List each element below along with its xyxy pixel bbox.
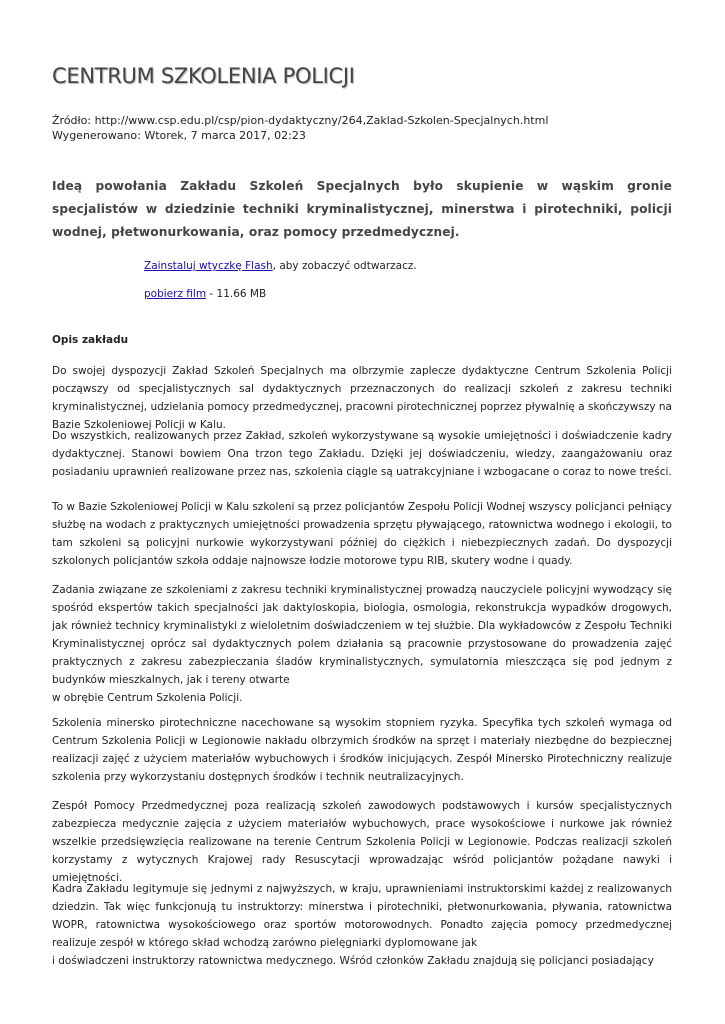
lead-paragraph: Ideą powołania Zakładu Szkoleń Specjalnych było skupienie w wąskim gronie specjalistów w dziedzinie techniki kryminalistycznej, minerstwa i pirotechniki, policji wodnej, płetwonurkowania, oraz pomocy przedmedycznej. (52, 179, 672, 239)
paragraph-facilities: Do swojej dyspozycji Zakład Szkoleń Specjalnych ma olbrzymie zaplecze dydaktyczne Centrum Szkolenia Policji począwszy od specjalistycznych sal dydaktycznych przeznaczonych do realizacji szkoleń z zakresu techniki kryminalistycznej, udzielania pomocy przedmedycznej, pracowni pirotechnicznej poprzez pływalnię a skończywszy na Bazie Szkoleniowej Policji w Kalu. (52, 365, 672, 431)
paragraph-forensics (52, 581, 672, 707)
flash-notice-text: , aby zobaczyć odtwarzacz. (272, 260, 417, 272)
paragraph-instructors (52, 880, 672, 970)
section-heading: Opis zakładu (52, 334, 129, 346)
paragraph-water-police: To w Bazie Szkoleniowej Policji w Kalu szkoleni są przez policjantów Zespołu Policji Wodnej wszyscy policjanci pełniący służbę na wodach z praktycznych umiejętności prowadzenia sprzętu pływającego, ratownictwa wodnego i ekologii, to tam szkoleni są policyjni nurkowie wykorzystywani później do ciężkich i niebezpiecznych zadań. Do dyspozycji szkolonych policjantów szkoła oddaje najnowsze łodzie motorowe typu RIB, skutery wodne i quady. (52, 501, 672, 567)
source-url: Źródło: http://www.csp.edu.pl/csp/pion-dydaktyczny/264,Zaklad-Szkolen-Specjalnych.html (52, 114, 549, 127)
paragraph-forensics-main: Zadania związane ze szkoleniami z zakresu techniki kryminalistycznej prowadzą nauczyciele policyjni wywodzący się spośród ekspertów takich specjalności jak daktyloskopia, biologia, osmologia, rekonstrukcja wypadków drogowych, jak również technicy kryminalistyki z wieloletnim doświadczeniem w tej służbie. Dla wykładowców z Zespołu Techniki Kryminalistycznej oprócz sal dydaktycznych polem działania są pracownie przystosowane do prowadzenia zajęć praktycznych z zakresu zabezpieczania śladów kryminalistycznych, symulatornia mieszcząca się pod jednym z budynków mieszkalnych, jak i tereny otwarte (52, 584, 672, 686)
download-video-link[interactable]: pobierz film (144, 288, 207, 300)
file-size: - 11.66 MB (206, 288, 267, 300)
download-video (144, 288, 266, 300)
flash-notice (144, 260, 417, 272)
document-meta (52, 113, 548, 143)
paragraph-forensics-end: w obrębie Centrum Szkolenia Policji. (52, 692, 243, 704)
paragraph-instructors-cont: i doświadczeni instruktorzy ratownictwa medycznego. Wśród członków Zakładu znajdują się policjanci posiadający (52, 955, 654, 967)
install-flash-link[interactable]: Zainstaluj wtyczkę Flash (144, 260, 273, 272)
paragraph-pyrotechnics: Szkolenia minersko pirotechniczne nacechowane są wysokim stopniem ryzyka. Specyfika tych szkoleń wymaga od Centrum Szkolenia Policji w Legionowie nakładu olbrzymich środków na sprzęt i materiały niezbędne do bezpiecznej realizacji zajęć z użyciem materiałów wybuchowych i środków inicjujących. Zespół Minersko Pirotechniczny realizuje szkolenia przy wykorzystaniu dostępnych środków i technik neutralizacyjnych. (52, 717, 672, 783)
page-title: CENTRUM SZKOLENIA POLICJI (52, 64, 355, 88)
paragraph-staff: Do wszystkich, realizowanych przez Zakład, szkoleń wykorzystywane są wysokie umiejętności i doświadczenie kadry dydaktycznej. Stanowi bowiem Ona trzon tego Zakładu. Dzięki jej doświadczeniu, wiedzy, zaangażowaniu oraz posiadaniu uprawnień realizowane przez nas, szkolenia ciągle są uatrakcyjniane i wzbogacane o coraz to nowe treści. (52, 430, 672, 478)
generated-date: Wygenerowano: Wtorek, 7 marca 2017, 02:23 (52, 129, 306, 142)
paragraph-instructors-main: Kadra Zakładu legitymuje się jednymi z najwyższych, w kraju, uprawnieniami instruktorskimi każdej z realizowanych dziedzin. Tak więc funkcjonują tu instruktorzy: minerstwa i pirotechniki, płetwonurkowania, pływania, ratownictwa WOPR, ratownictwa wysokościowego oraz sportów motorowodnych. Ponadto zajęcia pomocy przedmedycznej realizuje zespół w którego skład wchodzą zarówno pielęgniarki dyplomowane jak (52, 883, 672, 949)
paragraph-first-aid: Zespół Pomocy Przedmedycznej poza realizacją szkoleń zawodowych podstawowych i kursów specjalistycznych zabezpiecza medycznie zajęcia z użyciem materiałów wybuchowych, prace wysokościowe i nurkowe jak również wszelkie przedsięwzięcia realizowane na terenie Centrum Szkolenia Policji w Legionowie. Podczas realizacji szkoleń korzystamy z wytycznych Krajowej rady Resuscytacji wprowadzając wśród policjantów pożądane nawyki i umiejętności. (52, 800, 672, 884)
